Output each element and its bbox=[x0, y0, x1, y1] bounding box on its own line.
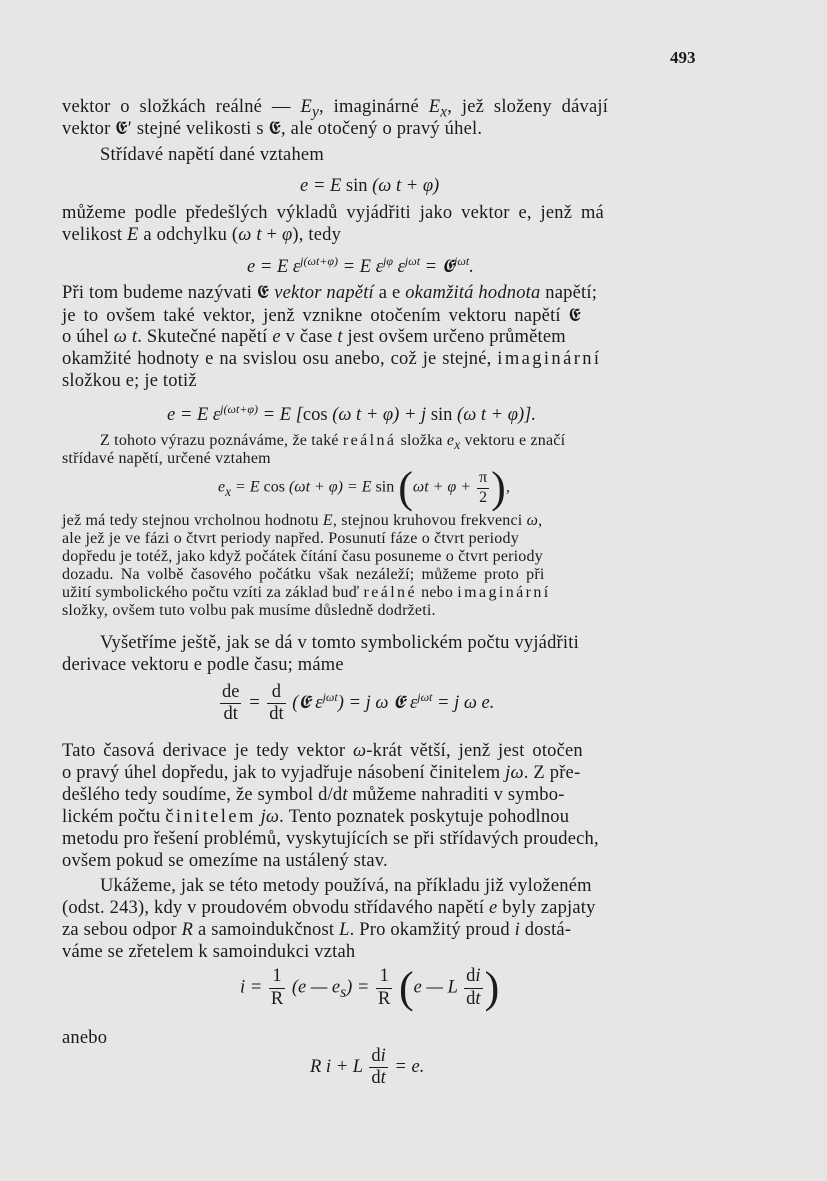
text-line: jež má tedy stejnou vrcholnou hodnotu E, stejnou kruhovou frekvenci ω, bbox=[62, 512, 543, 529]
text-line: Z tohoto výrazu poznáváme, že také reálná složka $e_x$ vektoru e značí bbox=[100, 432, 566, 453]
text-line: můžeme podle předešlých výkladů vyjádřiti jako vektor e, jenž má bbox=[62, 203, 604, 223]
text-line: dešlého tedy soudíme, že symbol d/dt můžeme nahraditi v symbo- bbox=[62, 785, 565, 805]
text-line: střídavé napětí, určené vztahem bbox=[62, 450, 271, 467]
equation: e = E $\varepsilon^{j(\omega t+\varphi)} = E$ $\varepsilon^{j\varphi}$ $\varepsilon^{j\omega t}$ = 𝕰$^{j\omega t}$. bbox=[247, 254, 474, 278]
text-line: užití symbolického počtu vzíti za základ buď reálné nebo imaginární bbox=[62, 584, 551, 601]
text-line: lickém počtu činitelem jω. Tento poznatek poskytuje pohodlnou bbox=[62, 807, 570, 827]
text-line: velikost E a odchylku (ω t + φ), tedy bbox=[62, 225, 342, 245]
text-line: váme se zřetelem k samoindukci vztah bbox=[62, 942, 356, 962]
text-line: anebo bbox=[62, 1028, 108, 1048]
text-line: o pravý úhel dopředu, jak to vyjadřuje násobení činitelem jω. Z pře- bbox=[62, 763, 581, 783]
text-line: dozadu. Na volbě časového počátku však nezáleží; můžeme proto při bbox=[62, 566, 545, 583]
equation: $\frac{de}{dt}$ = $\frac{d}{dt}$ (𝕰 $\varepsilon^{j\omega t}) = j$ ω 𝕰 $\varepsilon^{j\omega t} = j$ ω e. bbox=[222, 682, 495, 725]
text-line: složky, ovšem tuto volbu pak musíme důsledně dodržeti. bbox=[62, 602, 436, 619]
text-line: vektor 𝕰′ stejné velikosti s 𝕰, ale otočený o pravý úhel. bbox=[62, 119, 483, 139]
text-line: derivace vektoru e podle času; máme bbox=[62, 655, 344, 675]
text-line: Ukážeme, jak se této metody používá, na příkladu již vyloženém bbox=[100, 876, 592, 896]
text-line: Vyšetříme ještě, jak se dá v tomto symbolickém počtu vyjádřiti bbox=[100, 633, 579, 653]
equation: e = E $\varepsilon^{j(\omega t+\varphi)} = E$ [cos (ω t + φ) + j sin (ω t + φ)]. bbox=[167, 402, 536, 426]
text-line: ale jež je ve fázi o čtvrt periody napřed. Posunutí fáze o čtvrt periody bbox=[62, 530, 519, 547]
text-line: okamžité hodnoty e na svislou osu anebo, což je stejné, imaginární bbox=[62, 349, 602, 369]
text-line: ovšem pokud se omezíme na ustálený stav. bbox=[62, 851, 388, 871]
equation: i = $\frac{1}{R}$ (e — $e_s$) = $\frac{1}{R}$ (e — L $\frac{di}{dt}$ ) bbox=[240, 963, 500, 1012]
page-number: 493 bbox=[670, 48, 696, 67]
text-line: složkou e; je totiž bbox=[62, 371, 197, 391]
equation: e = E sin (ω t + φ) bbox=[300, 176, 440, 196]
text-line: o úhel ω t. Skutečné napětí e v čase t jest ovšem určeno průmětem bbox=[62, 327, 566, 347]
text-line: vektor o složkách reálné — $E_y$, imaginárné $E_x$, jež složeny dávají bbox=[62, 97, 609, 121]
text-line: metodu pro řešení problémů, vyskytujících se při střídavých proudech, bbox=[62, 829, 599, 849]
equation: $e_x = E$ cos (ωt + φ) = E sin (ωt + φ + $\frac{\pi}{2}$ ), bbox=[218, 463, 510, 512]
text-line: za sebou odpor R a samoindukčnost L. Pro okamžitý proud i dostá- bbox=[62, 920, 572, 940]
text-line: (odst. 243), kdy v proudovém obvodu střídavého napětí e byly zapjaty bbox=[62, 898, 596, 918]
text-line: Při tom budeme nazývati 𝕰 vektor napětí a e okamžitá hodnota napětí; bbox=[62, 283, 598, 303]
equation: R i + L $\frac{di}{dt}$ = e. bbox=[310, 1046, 425, 1089]
text-line: je to ovšem také vektor, jenž vznikne otočením vektoru napětí 𝕰 bbox=[62, 306, 582, 326]
text-line: Tato časová derivace je tedy vektor ω-krát větší, jenž jest otočen bbox=[62, 741, 583, 761]
text-line: dopředu je totéž, jako když počátek čítání času posuneme o čtvrt periody bbox=[62, 548, 543, 565]
text-line: Střídavé napětí dané vztahem bbox=[100, 145, 324, 165]
